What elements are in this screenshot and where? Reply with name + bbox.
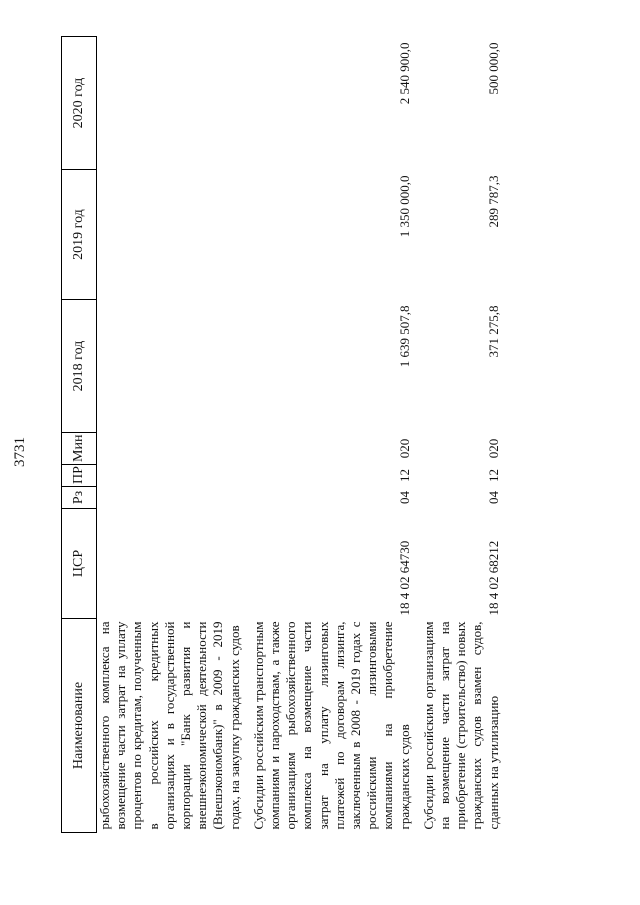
table-header bbox=[62, 37, 97, 833]
row-name: Субсидии российским организациям на возмещение части затрат на приобретение (строительство) новых гражданских судов взамен судов, сданных на утилизацию bbox=[420, 621, 501, 830]
table-row bbox=[243, 37, 413, 833]
table-row bbox=[97, 37, 243, 833]
row-csr bbox=[97, 509, 243, 619]
row-csr: 18 4 02 64730 bbox=[396, 540, 412, 616]
row-rz: 04 bbox=[396, 491, 412, 504]
row-pr bbox=[97, 465, 243, 487]
header-rz: Рз bbox=[62, 487, 97, 509]
row-2019: 289 787,3 bbox=[485, 175, 501, 228]
row-pr: 12 bbox=[396, 469, 412, 482]
row-name: Субсидии российским транспортным компаниям и пароходствам, а также организациям рыбохозяйственного комплекса на возмещение части затрат на уплату лизинговых платежей по договорам лизинга, заключенным в 2008 - 2019 годах с российскими лизинговыми компаниями на приобретение гражданских судов bbox=[250, 621, 412, 830]
row-2020: 500 000,0 bbox=[485, 42, 501, 95]
row-min bbox=[97, 433, 243, 465]
budget-table bbox=[61, 36, 502, 833]
page-number: 3731 bbox=[12, 437, 28, 467]
row-name: рыбохозяйственного комплекса на возмещение части затрат на уплату процентов по кредитам, полученным в российских кредитных организациях и в государственной корпорации "Банк развития и внешнеэкономической деятельности (Внешэкономбанк)" в 2009 - 2019 годах, на закупку гражданских судов bbox=[97, 621, 242, 830]
header-2018: 2018 год bbox=[62, 300, 97, 433]
row-2020 bbox=[97, 37, 243, 170]
header-csr: ЦСР bbox=[62, 509, 97, 619]
row-2018: 371 275,8 bbox=[485, 305, 501, 358]
row-pr: 12 bbox=[485, 469, 501, 482]
header-2019: 2019 год bbox=[62, 170, 97, 300]
row-min: 020 bbox=[396, 438, 412, 459]
row-2019 bbox=[97, 170, 243, 300]
header-pr: ПР bbox=[62, 465, 97, 487]
row-rz: 04 bbox=[485, 491, 501, 504]
row-2019: 1 350 000,0 bbox=[396, 175, 412, 238]
row-rz bbox=[97, 487, 243, 509]
table-row bbox=[413, 37, 502, 833]
header-name: Наименование bbox=[62, 619, 97, 833]
row-2018 bbox=[97, 300, 243, 433]
row-2018: 1 639 507,8 bbox=[396, 305, 412, 368]
header-min: Мин bbox=[62, 433, 97, 465]
row-2020: 2 540 900,0 bbox=[396, 42, 412, 105]
header-2020: 2020 год bbox=[62, 37, 97, 170]
row-csr: 18 4 02 68212 bbox=[485, 540, 501, 616]
row-min: 020 bbox=[485, 438, 501, 459]
